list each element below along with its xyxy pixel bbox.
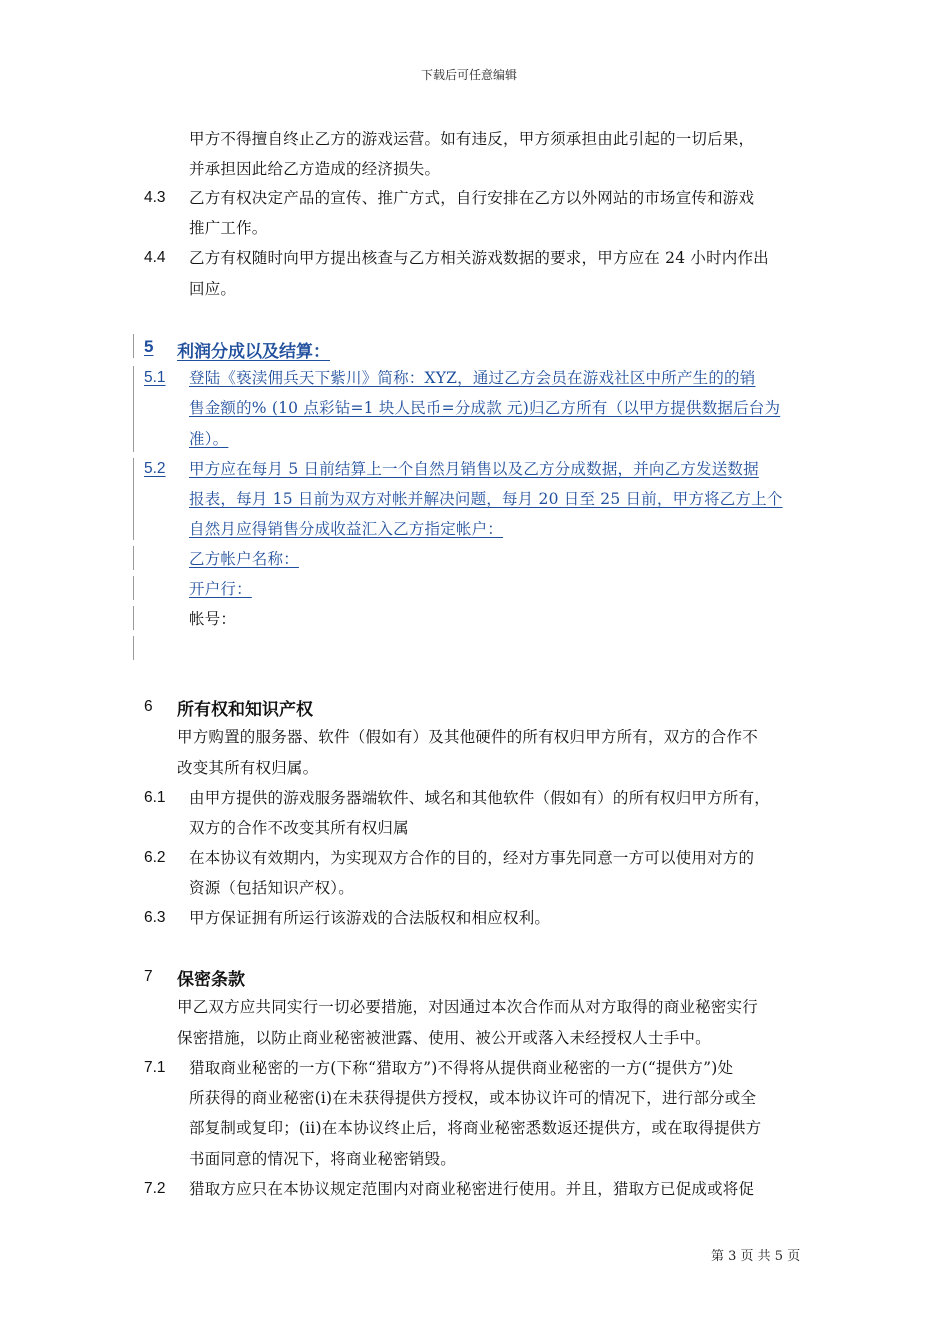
clause-5-1-line-2: 售金额的% (10 点彩钻=1 块人民币=分成款 元)归乙方所有（以甲方提供数据后台为 <box>189 399 781 417</box>
clause-7-1-line-1: 猎取商业秘密的一方(下称“猎取方”)不得将从提供商业秘密的一方(“提供方”)处 <box>189 1059 734 1077</box>
change-bar <box>133 458 134 540</box>
clause-7-2-number: 7.2 <box>144 1180 166 1197</box>
section-6-number: 6 <box>144 698 153 715</box>
clause-6-2-number: 6.2 <box>144 849 166 866</box>
change-bar <box>133 576 134 600</box>
section-6-title: 所有权和知识产权 <box>177 700 313 720</box>
change-bar <box>133 636 134 660</box>
clause-4-4-line-2: 回应。 <box>189 280 237 298</box>
clause-6-3-line-1: 甲方保证拥有所运行该游戏的合法版权和相应权利。 <box>189 909 551 927</box>
account-name-label: 乙方帐户名称： <box>189 550 299 568</box>
change-bar <box>133 366 134 452</box>
clause-6-2-line-1: 在本协议有效期内，为实现双方合作的目的，经对方事先同意一方可以使用对方的 <box>189 849 755 867</box>
clause-5-1-number: 5.1 <box>144 369 166 386</box>
section-6-intro-line-1: 甲方购置的服务器、软件（假如有）及其他硬件的所有权归甲方所有，双方的合作不 <box>177 728 758 746</box>
bank-label: 开户行： <box>189 580 252 598</box>
clause-7-1-line-4: 书面同意的情况下，将商业秘密销毁。 <box>189 1150 456 1168</box>
section-5-title: 利润分成以及结算： <box>177 342 330 362</box>
clause-4-2-line-2: 并承担因此给乙方造成的经济损失。 <box>189 160 441 178</box>
change-bar <box>133 546 134 570</box>
clause-7-2-line-1: 猎取方应只在本协议规定范围内对商业秘密进行使用。并且，猎取方已促成或将促 <box>189 1180 755 1198</box>
change-bar <box>133 606 134 630</box>
clause-6-1-line-2: 双方的合作不改变其所有权归属 <box>189 819 409 837</box>
clause-4-4-number: 4.4 <box>144 249 166 266</box>
clause-6-2-line-2: 资源（包括知识产权）。 <box>189 879 354 897</box>
section-7-intro-line-1: 甲乙双方应共同实行一切必要措施，对因通过本次合作而从对方取得的商业秘密实行 <box>177 998 758 1016</box>
section-7-number: 7 <box>144 968 153 985</box>
clause-6-3-number: 6.3 <box>144 909 166 926</box>
clause-4-3-line-1: 乙方有权决定产品的宣传、推广方式，自行安排在乙方以外网站的市场宣传和游戏 <box>189 189 755 207</box>
clause-4-3-line-2: 推广工作。 <box>189 219 268 237</box>
clause-5-2-line-1: 甲方应在每月 5 日前结算上一个自然月销售以及乙方分成数据，并向乙方发送数据 <box>189 460 759 478</box>
change-bar <box>133 334 134 358</box>
clause-7-1-line-2: 所获得的商业秘密(i)在未获得提供方授权，或本协议许可的情况下，进行部分或全 <box>189 1089 757 1107</box>
section-7-intro-line-2: 保密措施，以防止商业秘密被泄露、使用、被公开或落入未经授权人士手中。 <box>177 1029 711 1047</box>
clause-5-2-line-3: 自然月应得销售分成收益汇入乙方指定帐户： <box>189 520 504 538</box>
page-header: 下载后可任意编辑 <box>421 68 518 82</box>
section-7-title: 保密条款 <box>177 970 245 990</box>
clause-6-1-line-1: 由甲方提供的游戏服务器端软件、域名和其他软件（假如有）的所有权归甲方所有， <box>189 789 770 807</box>
account-number-label: 帐号： <box>189 610 237 628</box>
clause-7-1-line-3: 部复制或复印；(ii)在本协议终止后，将商业秘密悉数返还提供方，或在取得提供方 <box>189 1119 762 1137</box>
section-5-number: 5 <box>144 337 154 356</box>
clause-7-1-number: 7.1 <box>144 1059 166 1076</box>
clause-4-4-line-1: 乙方有权随时向甲方提出核查与乙方相关游戏数据的要求，甲方应在 24 小时内作出 <box>189 249 769 267</box>
clause-4-2-line-1: 甲方不得擅自终止乙方的游戏运营。如有违反，甲方须承担由此引起的一切后果， <box>189 130 755 148</box>
clause-4-3-number: 4.3 <box>144 189 166 206</box>
page-footer: 第 3 页 共 5 页 <box>711 1249 801 1264</box>
clause-6-1-number: 6.1 <box>144 789 166 806</box>
clause-5-1-line-3: 准）。 <box>189 430 229 448</box>
clause-5-1-line-1: 登陆《亵渎佣兵天下紫川》简称：XYZ，通过乙方会员在游戏社区中所产生的的销 <box>189 369 756 387</box>
clause-5-2-line-2: 报表，每月 15 日前为双方对帐并解决问题，每月 20 日至 25 日前，甲方将乙方上个 <box>189 490 783 508</box>
section-6-intro-line-2: 改变其所有权归属。 <box>177 759 319 777</box>
clause-5-2-number: 5.2 <box>144 460 166 477</box>
